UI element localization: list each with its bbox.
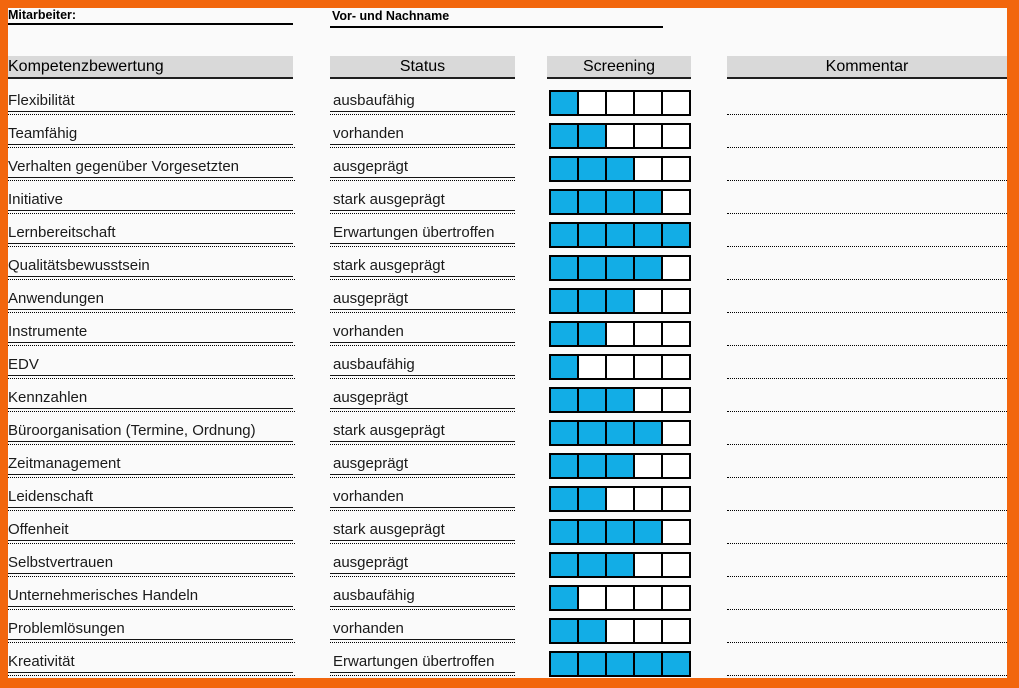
screening-rating[interactable] <box>549 156 691 182</box>
kommentar-line[interactable] <box>727 114 1007 115</box>
competency-label: Flexibilität <box>8 92 75 109</box>
kommentar-line[interactable] <box>727 279 1007 280</box>
status-value[interactable]: stark ausgeprägt <box>333 422 445 439</box>
status-dotted-line <box>330 345 515 346</box>
screening-rating[interactable] <box>549 387 691 413</box>
screening-box[interactable] <box>579 488 607 510</box>
table-row <box>0 418 1019 451</box>
status-underline <box>330 672 515 673</box>
screening-box[interactable] <box>635 587 663 609</box>
kommentar-line[interactable] <box>727 312 1007 313</box>
status-underline <box>330 540 515 541</box>
status-dotted-line <box>330 279 515 280</box>
screening-box[interactable] <box>635 455 663 477</box>
screening-box[interactable] <box>579 422 607 444</box>
competency-dotted-line <box>8 180 295 181</box>
screening-box[interactable] <box>663 422 689 444</box>
competency-dotted-line <box>8 444 295 445</box>
competency-dotted-line <box>8 147 295 148</box>
competency-dotted-line <box>8 246 295 247</box>
screening-box[interactable] <box>579 554 607 576</box>
status-dotted-line <box>330 411 515 412</box>
screening-box[interactable] <box>663 257 689 279</box>
competency-underline <box>8 210 293 211</box>
screening-box[interactable] <box>607 620 635 642</box>
screening-box[interactable] <box>607 224 635 246</box>
kommentar-line[interactable] <box>727 180 1007 181</box>
competency-label: Lernbereitschaft <box>8 224 116 241</box>
column-header-screening: Screening <box>547 56 691 79</box>
screening-box[interactable] <box>663 587 689 609</box>
screening-box[interactable] <box>607 191 635 213</box>
screening-box[interactable] <box>663 455 689 477</box>
status-value[interactable]: stark ausgeprägt <box>333 191 445 208</box>
screening-rating[interactable] <box>549 354 691 380</box>
screening-box[interactable] <box>635 554 663 576</box>
competency-label: Problemlösungen <box>8 620 125 637</box>
screening-box[interactable] <box>551 257 579 279</box>
screening-rating[interactable] <box>549 651 691 677</box>
competency-label: Offenheit <box>8 521 69 538</box>
name-field-line[interactable] <box>330 26 663 28</box>
screening-box[interactable] <box>663 356 689 378</box>
screening-box[interactable] <box>551 521 579 543</box>
screening-box[interactable] <box>579 191 607 213</box>
table-row <box>0 121 1019 154</box>
status-value[interactable]: ausbaufähig <box>333 356 415 373</box>
competency-dotted-line <box>8 543 295 544</box>
screening-box[interactable] <box>579 290 607 312</box>
status-underline <box>330 111 515 112</box>
competency-underline <box>8 573 293 574</box>
screening-box[interactable] <box>635 422 663 444</box>
status-dotted-line <box>330 378 515 379</box>
mitarbeiter-field-line[interactable] <box>8 23 293 25</box>
screening-box[interactable] <box>579 587 607 609</box>
status-underline <box>330 210 515 211</box>
kommentar-line[interactable] <box>727 609 1007 610</box>
frame-border-bottom <box>0 678 1019 688</box>
frame-border-right <box>1007 0 1019 688</box>
screening-rating[interactable] <box>549 519 691 545</box>
status-dotted-line <box>330 510 515 511</box>
competency-underline <box>8 441 293 442</box>
screening-box[interactable] <box>579 521 607 543</box>
competency-label: Leidenschaft <box>8 488 94 505</box>
status-underline <box>330 408 515 409</box>
status-dotted-line <box>330 246 515 247</box>
competency-label: Büroorganisation (Termine, Ordnung) <box>8 422 256 439</box>
screening-box[interactable] <box>579 92 607 114</box>
screening-box[interactable] <box>551 323 579 345</box>
screening-box[interactable] <box>635 191 663 213</box>
competency-dotted-line <box>8 213 295 214</box>
status-value[interactable]: vorhanden <box>333 488 404 505</box>
competency-dotted-line <box>8 312 295 313</box>
competency-label: Selbstvertrauen <box>8 554 114 571</box>
status-underline <box>330 342 515 343</box>
status-underline <box>330 276 515 277</box>
table-row <box>0 451 1019 484</box>
screening-rating[interactable] <box>549 618 691 644</box>
kommentar-line[interactable] <box>727 213 1007 214</box>
screening-rating[interactable] <box>549 453 691 479</box>
screening-box[interactable] <box>551 587 579 609</box>
status-underline <box>330 507 515 508</box>
screening-box[interactable] <box>579 323 607 345</box>
competency-dotted-line <box>8 345 295 346</box>
status-value[interactable]: vorhanden <box>333 125 404 142</box>
table-row <box>0 187 1019 220</box>
screening-box[interactable] <box>635 125 663 147</box>
competency-dotted-line <box>8 675 295 676</box>
screening-box[interactable] <box>607 653 635 675</box>
kommentar-line[interactable] <box>727 345 1007 346</box>
screening-box[interactable] <box>635 158 663 180</box>
screening-box[interactable] <box>635 356 663 378</box>
screening-box[interactable] <box>551 290 579 312</box>
competency-label: Verhalten gegenüber Vorgesetzten <box>8 158 240 175</box>
kommentar-line[interactable] <box>727 510 1007 511</box>
competency-dotted-line <box>8 609 295 610</box>
table-row <box>0 352 1019 385</box>
status-dotted-line <box>330 213 515 214</box>
screening-box[interactable] <box>607 554 635 576</box>
table-row <box>0 616 1019 649</box>
screening-box[interactable] <box>551 653 579 675</box>
screening-box[interactable] <box>663 488 689 510</box>
screening-rating[interactable] <box>549 90 691 116</box>
kommentar-line[interactable] <box>727 378 1007 379</box>
status-value[interactable]: ausgeprägt <box>333 389 409 406</box>
screening-rating[interactable] <box>549 486 691 512</box>
competency-dotted-line <box>8 477 295 478</box>
screening-rating[interactable] <box>549 420 691 446</box>
status-value[interactable]: stark ausgeprägt <box>333 521 445 538</box>
competency-dotted-line <box>8 279 295 280</box>
kommentar-line[interactable] <box>727 642 1007 643</box>
screening-rating[interactable] <box>549 552 691 578</box>
status-value[interactable]: ausgeprägt <box>333 455 409 472</box>
table-row <box>0 220 1019 253</box>
screening-box[interactable] <box>551 488 579 510</box>
screening-box[interactable] <box>579 224 607 246</box>
status-underline <box>330 177 515 178</box>
screening-box[interactable] <box>579 125 607 147</box>
screening-box[interactable] <box>551 422 579 444</box>
table-row <box>0 583 1019 616</box>
column-header-status: Status <box>330 56 515 79</box>
screening-box[interactable] <box>579 653 607 675</box>
screening-box[interactable] <box>663 125 689 147</box>
status-value[interactable]: vorhanden <box>333 620 404 637</box>
competency-underline <box>8 276 293 277</box>
screening-box[interactable] <box>551 191 579 213</box>
competency-underline <box>8 672 293 673</box>
screening-box[interactable] <box>663 224 689 246</box>
screening-box[interactable] <box>635 488 663 510</box>
screening-rating[interactable] <box>549 585 691 611</box>
screening-box[interactable] <box>663 92 689 114</box>
frame-border-top <box>0 0 1019 8</box>
screening-box[interactable] <box>579 389 607 411</box>
status-value[interactable]: Erwartungen übertroffen <box>333 224 495 241</box>
screening-box[interactable] <box>663 521 689 543</box>
competency-underline <box>8 540 293 541</box>
table-row <box>0 88 1019 121</box>
kommentar-line[interactable] <box>727 411 1007 412</box>
screening-rating[interactable] <box>549 123 691 149</box>
screening-box[interactable] <box>579 158 607 180</box>
screening-box[interactable] <box>663 620 689 642</box>
competency-dotted-line <box>8 576 295 577</box>
competency-label: Anwendungen <box>8 290 104 307</box>
screening-box[interactable] <box>635 521 663 543</box>
screening-rating[interactable] <box>549 321 691 347</box>
screening-box[interactable] <box>607 422 635 444</box>
screening-box[interactable] <box>663 653 689 675</box>
table-row <box>0 550 1019 583</box>
screening-box[interactable] <box>635 257 663 279</box>
table-row <box>0 385 1019 418</box>
screening-box[interactable] <box>551 554 579 576</box>
status-dotted-line <box>330 642 515 643</box>
competency-underline <box>8 144 293 145</box>
status-value[interactable]: ausgeprägt <box>333 158 409 175</box>
screening-box[interactable] <box>635 389 663 411</box>
kommentar-line[interactable] <box>727 246 1007 247</box>
screening-box[interactable] <box>551 620 579 642</box>
competency-underline <box>8 639 293 640</box>
screening-box[interactable] <box>663 290 689 312</box>
screening-box[interactable] <box>551 356 579 378</box>
competency-label: EDV <box>8 356 39 373</box>
status-dotted-line <box>330 675 515 676</box>
column-header-kommentar: Kommentar <box>727 56 1007 79</box>
screening-box[interactable] <box>607 521 635 543</box>
status-dotted-line <box>330 543 515 544</box>
screening-box[interactable] <box>607 125 635 147</box>
competency-label: Qualitätsbewusstsein <box>8 257 150 274</box>
screening-box[interactable] <box>635 92 663 114</box>
screening-box[interactable] <box>579 356 607 378</box>
screening-box[interactable] <box>663 389 689 411</box>
competency-underline <box>8 342 293 343</box>
competency-underline <box>8 408 293 409</box>
competency-underline <box>8 375 293 376</box>
screening-box[interactable] <box>663 554 689 576</box>
status-dotted-line <box>330 609 515 610</box>
status-dotted-line <box>330 180 515 181</box>
competency-label: Zeitmanagement <box>8 455 121 472</box>
screening-box[interactable] <box>635 323 663 345</box>
competency-underline <box>8 474 293 475</box>
screening-box[interactable] <box>607 92 635 114</box>
competency-label: Kennzahlen <box>8 389 88 406</box>
table-row <box>0 286 1019 319</box>
competency-underline <box>8 606 293 607</box>
competency-dotted-line <box>8 642 295 643</box>
screening-box[interactable] <box>607 488 635 510</box>
screening-box[interactable] <box>607 455 635 477</box>
status-value[interactable]: ausgeprägt <box>333 290 409 307</box>
kommentar-line[interactable] <box>727 675 1007 676</box>
competency-dotted-line <box>8 378 295 379</box>
screening-box[interactable] <box>607 290 635 312</box>
competency-underline <box>8 243 293 244</box>
table-row <box>0 253 1019 286</box>
screening-rating[interactable] <box>549 222 691 248</box>
screening-box[interactable] <box>635 224 663 246</box>
status-value[interactable]: Erwartungen übertroffen <box>333 653 495 670</box>
status-underline <box>330 309 515 310</box>
status-underline <box>330 606 515 607</box>
competency-dotted-line <box>8 114 295 115</box>
status-underline <box>330 144 515 145</box>
screening-box[interactable] <box>607 587 635 609</box>
kommentar-line[interactable] <box>727 576 1007 577</box>
screening-box[interactable] <box>607 389 635 411</box>
competency-dotted-line <box>8 510 295 511</box>
screening-rating[interactable] <box>549 189 691 215</box>
competency-label: Instrumente <box>8 323 88 340</box>
kommentar-line[interactable] <box>727 477 1007 478</box>
competency-label: Kreativität <box>8 653 75 670</box>
screening-rating[interactable] <box>549 255 691 281</box>
status-underline <box>330 375 515 376</box>
table-row <box>0 154 1019 187</box>
status-dotted-line <box>330 312 515 313</box>
screening-box[interactable] <box>551 92 579 114</box>
status-underline <box>330 243 515 244</box>
table-row <box>0 319 1019 352</box>
screening-box[interactable] <box>663 323 689 345</box>
competency-underline <box>8 177 293 178</box>
table-row <box>0 484 1019 517</box>
competency-label: Unternehmerisches Handeln <box>8 587 199 604</box>
status-underline <box>330 639 515 640</box>
status-dotted-line <box>330 576 515 577</box>
status-value[interactable]: vorhanden <box>333 323 404 340</box>
competency-underline <box>8 507 293 508</box>
screening-rating[interactable] <box>549 288 691 314</box>
screening-box[interactable] <box>607 356 635 378</box>
status-value[interactable]: ausbaufähig <box>333 587 415 604</box>
competency-label: Initiative <box>8 191 64 208</box>
column-header-kompetenzbewertung: Kompetenzbewertung <box>8 56 293 79</box>
kommentar-line[interactable] <box>727 147 1007 148</box>
screening-box[interactable] <box>635 620 663 642</box>
screening-box[interactable] <box>551 125 579 147</box>
status-value[interactable]: ausbaufähig <box>333 92 415 109</box>
status-dotted-line <box>330 477 515 478</box>
name-field-label: Vor- und Nachname <box>332 9 450 23</box>
screening-box[interactable] <box>579 257 607 279</box>
competency-label: Teamfähig <box>8 125 78 142</box>
status-underline <box>330 573 515 574</box>
table-row <box>0 517 1019 550</box>
screening-box[interactable] <box>551 158 579 180</box>
status-value[interactable]: ausgeprägt <box>333 554 409 571</box>
screening-box[interactable] <box>579 620 607 642</box>
screening-box[interactable] <box>635 653 663 675</box>
status-underline <box>330 441 515 442</box>
screening-box[interactable] <box>607 158 635 180</box>
kommentar-line[interactable] <box>727 444 1007 445</box>
status-value[interactable]: stark ausgeprägt <box>333 257 445 274</box>
status-underline <box>330 474 515 475</box>
screening-box[interactable] <box>551 224 579 246</box>
screening-box[interactable] <box>635 290 663 312</box>
screening-box[interactable] <box>551 455 579 477</box>
screening-box[interactable] <box>607 257 635 279</box>
competency-underline <box>8 111 293 112</box>
screening-box[interactable] <box>607 323 635 345</box>
competency-underline <box>8 309 293 310</box>
status-dotted-line <box>330 114 515 115</box>
kommentar-line[interactable] <box>727 543 1007 544</box>
screening-box[interactable] <box>551 389 579 411</box>
frame-border-left <box>0 0 8 688</box>
status-dotted-line <box>330 147 515 148</box>
mitarbeiter-label: Mitarbeiter: <box>8 8 77 22</box>
screening-box[interactable] <box>663 191 689 213</box>
screening-box[interactable] <box>663 158 689 180</box>
screening-box[interactable] <box>579 455 607 477</box>
competency-dotted-line <box>8 411 295 412</box>
status-dotted-line <box>330 444 515 445</box>
